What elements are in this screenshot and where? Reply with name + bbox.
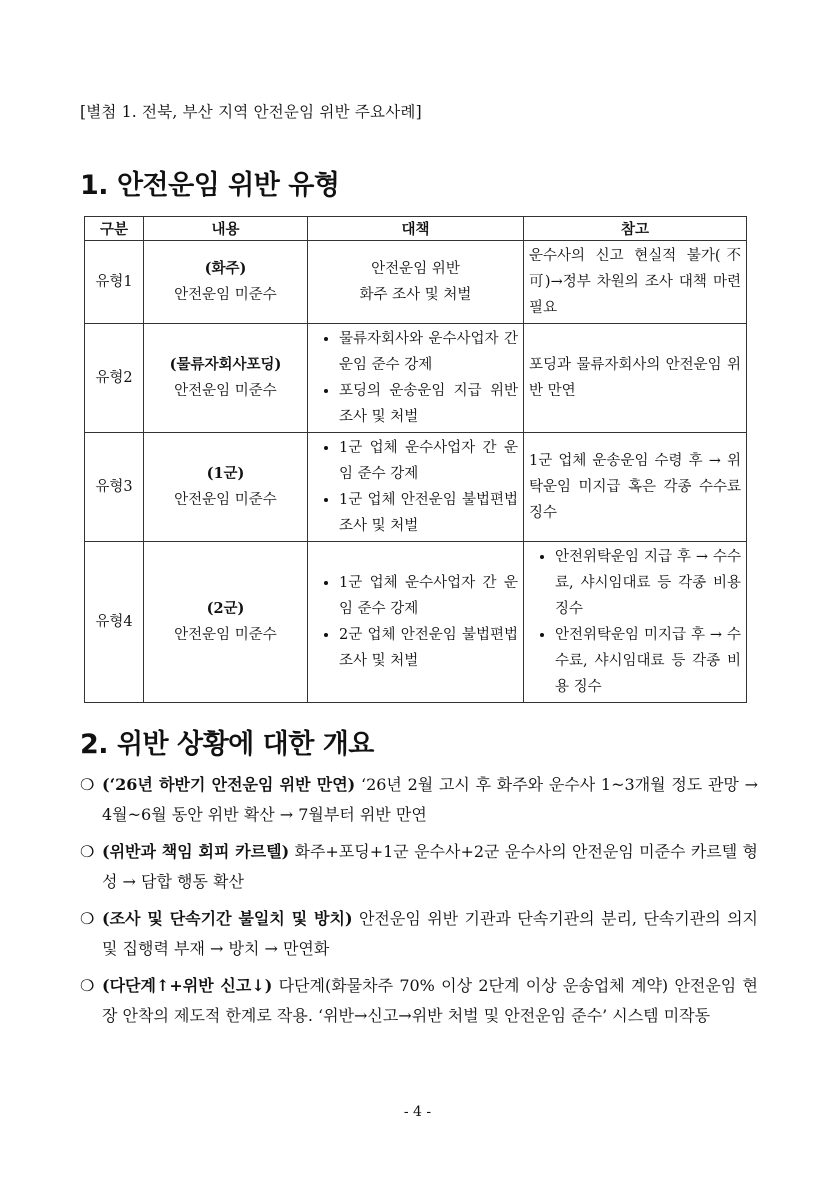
content-title: (물류자회사포딩) [169,356,282,373]
circle-bullet-icon: ❍ [80,976,95,995]
header-notes: 참고 [524,217,747,241]
circle-bullet-icon: ❍ [80,842,95,861]
table-row [85,241,747,324]
row-measures [308,241,524,324]
row-type: 유형3 [85,433,144,542]
table-header-row [85,217,747,241]
row-notes [524,542,747,703]
measure-item: • 1군 업체 운수사업자 간 운임 준수 강제 [339,435,518,487]
table-row [85,324,747,433]
item-keyword: (조사 및 단속기간 불일치 및 방치) [102,909,353,928]
table-row [85,542,747,703]
content-title: (1군) [206,465,245,482]
row-type: 유형2 [85,324,144,433]
content-subtitle: 안전운임 미준수 [174,383,277,399]
row-content [144,433,308,542]
row-note: 포딩과 물류자회사의 안전운임 위반 만연 [524,324,747,433]
item-text: 안전운임 위반 기관과 단속기관의 분리, 단속기관의 의지 및 집행력 부재 → 방치 → 만연화 [102,909,758,958]
row-measures [308,433,524,542]
table-row [85,433,747,542]
row-note: 1군 업체 운송운임 수령 후 → 위탁운임 미지급 혹은 각종 수수료 징수 [524,433,747,542]
content-subtitle: 안전운임 미준수 [174,492,277,508]
item-text: ‘26년 2월 고시 후 화주와 운수사 1~3개월 정도 관망 → 4월~6월 동안 위반 확산 → 7월부터 위반 만연 [102,775,758,824]
measure-item: • 2군 업체 안전운임 불법편법 조사 및 처벌 [339,622,518,674]
item-keyword: (‘26년 하반기 안전운임 위반 만연) [102,775,356,794]
list-item [80,770,758,830]
list-item [80,904,758,964]
measure-item: • 1군 업체 안전운임 불법편법 조사 및 처벌 [339,487,518,539]
row-measures [308,542,524,703]
list-item [80,971,758,1031]
header-category: 구분 [85,217,144,241]
row-content [144,324,308,433]
measure-item: • 물류자회사와 운수사업자 간 운임 준수 강제 [339,326,518,378]
header-measures: 대책 [308,217,524,241]
row-type: 유형1 [85,241,144,324]
content-title: (2군) [206,600,245,617]
violation-types-table [84,216,747,703]
circle-bullet-icon: ❍ [80,909,95,928]
list-item [80,837,758,897]
header-content: 내용 [144,217,308,241]
item-text: 다단계(화물차주 70% 이상 2단계 이상 운송업체 계약) 안전운임 현장 안착의 제도적 한계로 작용. ‘위반→신고→위반 처벌 및 안전운임 준수’ 시스템 미작동 [102,976,759,1025]
row-content [144,241,308,324]
circle-bullet-icon: ❍ [80,775,95,794]
section-1-title: 1. 안전운임 위반 유형 [80,170,340,201]
item-keyword: (위반과 책임 회피 카르텔) [102,842,290,861]
content-subtitle: 안전운임 미준수 [174,627,277,643]
measure-item: • 포딩의 운송운임 지급 위반 조사 및 처벌 [339,378,518,430]
attachment-title: [별첨 1. 전북, 부산 지역 안전운임 위반 주요사례] [80,103,422,121]
content-subtitle: 안전운임 미준수 [174,287,277,303]
row-note: 운수사의 신고 현실적 불가(不可)→정부 차원의 조사 대책 마련 필요 [524,241,747,324]
measure-line: 안전운임 위반 [371,261,460,277]
measure-item: • 1군 업체 운수사업자 간 운임 준수 강제 [339,570,518,622]
note-item: • 안전위탁운임 미지급 후 → 수수료, 샤시임대료 등 각종 비용 징수 [555,622,741,700]
item-text: 화주+포딩+1군 운수사+2군 운수사의 안전운임 미준수 카르텔 형성 → 담합 행동 확산 [102,842,758,891]
overview-list [80,770,758,1038]
item-keyword: (다단계↑+위반 신고↓) [102,976,273,995]
content-title: (화주) [204,260,247,277]
row-content [144,542,308,703]
page-number: - 4 - [403,1104,432,1120]
row-type: 유형4 [85,542,144,703]
section-2-title: 2. 위반 상황에 대한 개요 [80,729,374,760]
note-item: • 안전위탁운임 지급 후 → 수수료, 샤시임대료 등 각종 비용 징수 [555,544,741,622]
measure-line: 화주 조사 및 처벌 [359,287,472,303]
row-measures [308,324,524,433]
